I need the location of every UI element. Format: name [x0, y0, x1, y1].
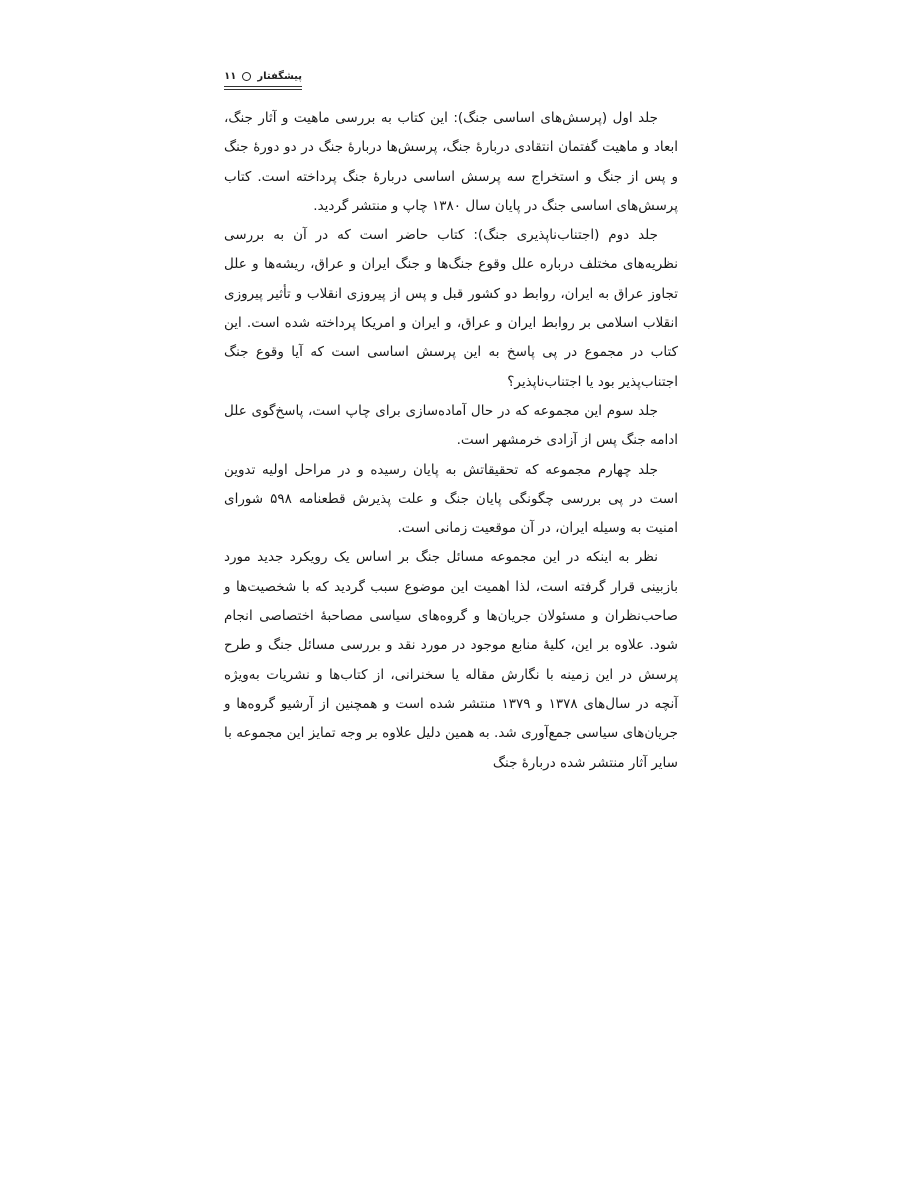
- paragraph: نظر به اینکه در این مجموعه مسائل جنگ بر اساس یک رویکرد جدید مورد بازبینی قرار گرفته است، لذا اهمیت این موضوع سبب گردید که با شخصیت‌ها و صاحب‌نظران و مسئولان جریان‌ها و گروه‌های سیاسی مصاحبهٔ اختصاصی انجام شود. علاوه بر این، کلیهٔ منابع موجود در مورد نقد و بررسی مسائل جنگ و طرح پرسش در این زمینه با نگارش مقاله یا سخنرانی، از کتاب‌ها و نشریات به‌ویژه آنچه در سال‌های ۱۳۷۸ و ۱۳۷۹ منتشر شده است و همچنین از آرشیو گروه‌ها و جریان‌های سیاسی جمع‌آوری شد. به همین دلیل علاوه بر وجه تمایز این مجموعه با سایر آثار منتشر شده دربارهٔ جنگ: [224, 549, 679, 771]
- paragraph: جلد اول (پرسش‌های اساسی جنگ): این کتاب به بررسی ماهیت و آثار جنگ، ابعاد و ماهیت گفتمان انتقادی دربارهٔ جنگ، پرسش‌ها دربارهٔ جنگ در دو دورهٔ جنگ و پس از جنگ و استخراج سه پرسش اساسی دربارهٔ جنگ پرداخته است. کتاب پرسش‌های اساسی جنگ در پایان سال ۱۳۸۰ چاپ و منتشر گردید.: [224, 110, 678, 214]
- header-rule-top: [224, 86, 302, 87]
- paragraph: جلد دوم (اجتناب‌ناپذیری جنگ): کتاب حاضر است که در آن به بررسی نظریه‌های مختلف درباره علل وقوع جنگ‌ها و جنگ ایران و عراق، ریشه‌ها و علل تجاوز عراق به ایران، روابط دو کشور قبل و پس از پیروزی انقلاب و تأثیر پیروزی انقلاب اسلامی بر روابط ایران و عراق، و ایران و امریکا پرداخته شده است. این کتاب در مجموع در پی پاسخ به این پرسش اساسی است که آیا وقوع جنگ اجتناب‌پذیر بود یا اجتناب‌ناپذیر؟: [224, 227, 678, 390]
- body-text: [224, 104, 678, 778]
- circle-separator-icon: [242, 72, 251, 81]
- page-number: ۱۱: [224, 70, 237, 82]
- running-header: [224, 68, 302, 84]
- paragraph: جلد سوم این مجموعه که در حال آماده‌سازی برای چاپ است، پاسخ‌گوی علل ادامه جنگ پس از آزادی خرمشهر است.: [224, 402, 678, 449]
- header-title: پیشگفتار: [257, 70, 302, 82]
- header-rule-bottom: [224, 89, 302, 90]
- paragraph: جلد چهارم مجموعه که تحقیقاتش به پایان رسیده و در مراحل اولیه تدوین است در پی بررسی چگونگی پایان جنگ و علت پذیرش قطعنامه ۵۹۸ شورای امنیت به وسیله ایران، در آن موقعیت زمانی است.: [224, 461, 678, 537]
